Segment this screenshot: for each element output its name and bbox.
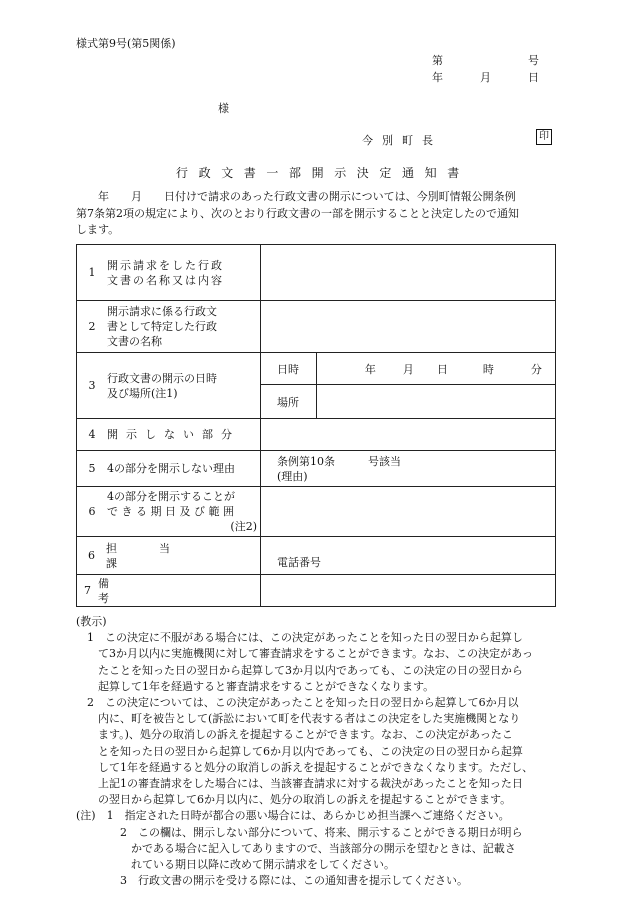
row-label-line: できる期日及び範囲	[107, 505, 238, 518]
disclosable-date-field[interactable]	[260, 487, 555, 537]
row-label	[77, 245, 261, 301]
notes-line: たことを知った日の翌日から起算して3か月以内であっても、この決定の日の翌日から	[76, 663, 523, 677]
table-row	[77, 245, 556, 301]
intro-line: 年 月 日付けで請求のあった行政文書の開示については、今別町情報公開条例	[76, 190, 516, 203]
row-label-line: 文書の名称又は内容	[107, 273, 224, 287]
reason-field[interactable]	[260, 451, 555, 487]
notice-table	[76, 244, 556, 607]
notes-line: 内に、町を被告として(訴訟において町を代表する者はこの決定をした実施機関となり	[76, 712, 521, 726]
form-number: 様式第9号(第5関係)	[76, 37, 176, 50]
row-label	[77, 451, 261, 487]
datetime-month: 月	[402, 362, 414, 376]
table-row	[77, 575, 556, 607]
instructions-section	[76, 614, 560, 889]
notes-line: 起算して1年を経過すると審査請求をすることができなくなります。	[76, 679, 435, 693]
table-row	[77, 353, 556, 385]
notes-line: て3か月以内に実施機関に対して審査請求をすることができます。なお、この決定があっ	[76, 647, 534, 661]
notes-line: とを知った日の翌日から起算して6か月以内であっても、この決定の日の翌日から起算	[76, 744, 523, 758]
row-label	[77, 301, 261, 353]
table-row	[77, 419, 556, 451]
row-label-text: 備考	[97, 576, 214, 605]
row-label	[77, 353, 261, 419]
row-number: 4	[88, 428, 96, 441]
table-row	[77, 301, 556, 353]
notes-line: の翌日から起算して6か月以内に、処分の取消しの訴えを提起することができます。	[76, 793, 512, 807]
row-label-line: 行政文書の開示の日時	[107, 371, 217, 385]
row-label-line: 文書の名称	[107, 335, 162, 348]
place-label: 場所	[260, 385, 316, 419]
row-label-text: 4の部分を開示しない理由	[107, 462, 235, 475]
notes-line: かである場合に記入してありますので、当該部分の開示を望むときは、記載さ	[76, 841, 516, 855]
table-row	[77, 537, 556, 575]
row-number: 7	[83, 584, 91, 597]
notes-line: 1 この決定に不服がある場合には、この決定があったことを知った日の翌日から起算し	[76, 631, 523, 645]
row-label-line: 及び場所(注1)	[107, 386, 178, 400]
notes-line: ます。)、処分の取消しの訴えを提起することができます。なお、この決定があったこ	[76, 728, 513, 742]
intro-line: 第7条第2項の規定により、次のとおり行政文書の一部を開示することと決定したので通知	[76, 206, 519, 220]
notes-line: して1年を経過すると処分の取消しの訴えを提起することができなくなります。ただし、	[76, 760, 534, 774]
document-title: 行政文書一部開示決定通知書	[176, 166, 470, 180]
notes-line: れている期日以降に改めて開示請求をしてください。	[76, 858, 395, 872]
row-label	[77, 575, 261, 607]
row-label-line: 書として特定した行政	[107, 320, 217, 333]
datetime-label: 日時	[260, 353, 316, 385]
requested-document-field[interactable]	[260, 245, 555, 301]
intro-line: します。	[76, 223, 120, 236]
reason-article: 条例第10条 号該当	[276, 454, 401, 468]
notes-line: 上記1の審査請求をした場合には、当該審査請求に対する裁決があったことを知った日	[76, 777, 523, 791]
datetime-minute: 分	[530, 362, 542, 376]
place-field[interactable]	[316, 385, 555, 419]
row-label-line: 4の部分を開示することが	[107, 490, 235, 503]
intro-paragraph	[76, 189, 558, 239]
row-number: 3	[88, 379, 96, 392]
notes-line: 2 この決定については、この決定があったことを知った日の翌日から起算して6か月以	[76, 696, 519, 710]
remarks-field[interactable]	[260, 575, 555, 607]
date-day: 日	[528, 71, 539, 84]
table-row	[77, 451, 556, 487]
row-label-text: 担当課	[106, 541, 213, 570]
seal-mark: 印	[536, 129, 552, 145]
notes-line: 2 この欄は、開示しない部分について、将来、開示することができる期日が明ら	[76, 825, 523, 839]
row-label-line: 開示請求をした行政	[107, 258, 224, 272]
row-number: 1	[88, 266, 96, 279]
specified-document-field[interactable]	[260, 301, 555, 353]
department-field[interactable]	[260, 537, 555, 575]
row-number: 5	[88, 462, 96, 475]
row-label-text: 開示しない部分	[107, 428, 240, 441]
row-label	[77, 537, 261, 575]
date-year: 年	[432, 71, 443, 84]
addressee-suffix: 様	[218, 102, 229, 115]
datetime-year: 年	[364, 362, 376, 376]
phone-number-label: 電話番号	[276, 556, 321, 569]
row-label-line: 開示請求に係る行政文	[107, 305, 217, 318]
reason-label: (理由)	[276, 469, 308, 483]
row-label	[77, 487, 261, 537]
issuer: 今別町長	[362, 134, 442, 147]
row-label	[77, 419, 261, 451]
row-number: 6	[88, 549, 96, 562]
datetime-hour: 時	[482, 362, 494, 376]
date-month: 月	[480, 71, 491, 84]
document-number-suffix: 号	[528, 54, 539, 67]
row-number: 6	[88, 505, 96, 518]
notes-line: (注) 1 指定された日時が都合の悪い場合には、あらかじめ担当課へご連絡ください。	[76, 809, 510, 823]
undisclosed-part-field[interactable]	[260, 419, 555, 451]
row-label-line: (注2)	[230, 520, 257, 533]
datetime-day: 日	[436, 362, 448, 376]
notes-line: (教示)	[76, 615, 107, 628]
table-row	[77, 487, 556, 537]
datetime-field[interactable]	[316, 353, 555, 385]
document-number-prefix: 第	[432, 54, 443, 67]
notes-line: 3 行政文書の開示を受ける際には、この通知書を提示してください。	[76, 874, 468, 888]
row-number: 2	[88, 320, 96, 333]
